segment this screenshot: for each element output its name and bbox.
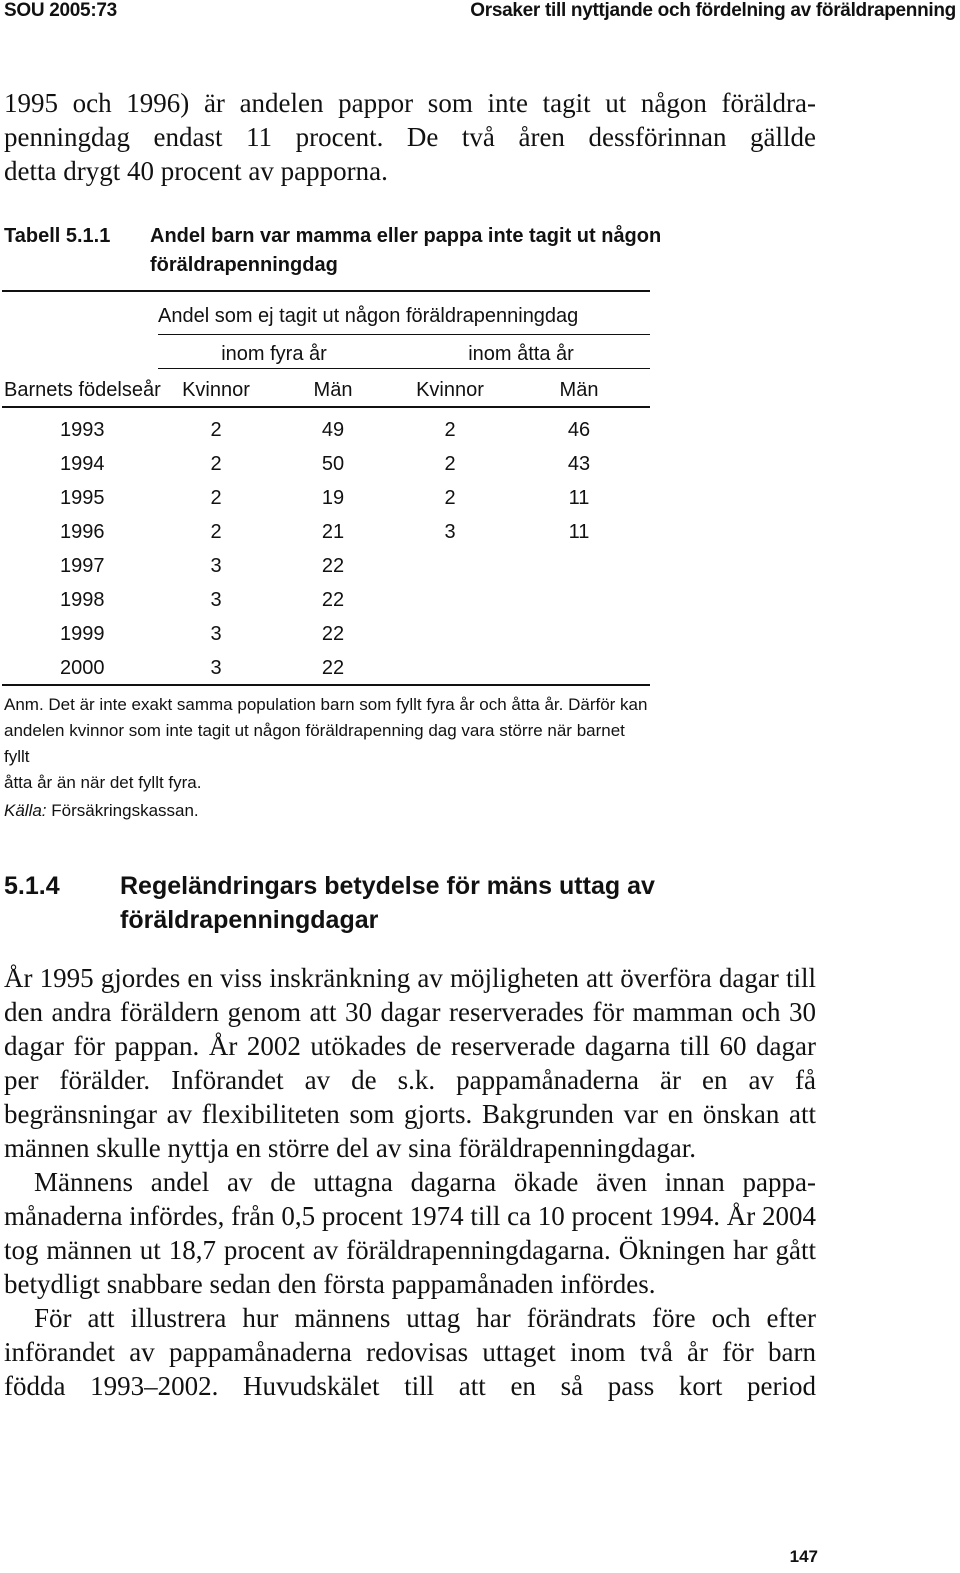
table-source — [4, 798, 654, 824]
source-text: Försäkringskassan. — [51, 801, 199, 820]
intro-line: detta drygt 40 procent av papporna. — [4, 156, 388, 186]
cell-birth-year: 1998 — [60, 589, 105, 611]
cell-men-4: 21 — [321, 521, 345, 543]
cell-women-4: 3 — [210, 555, 222, 577]
column-header-men-8: Män — [559, 379, 599, 401]
cell-women-4: 2 — [210, 487, 222, 509]
cell-women-8: 2 — [444, 453, 456, 475]
cell-women-4: 3 — [210, 657, 222, 679]
page-number: 147 — [789, 1547, 818, 1566]
cell-birth-year: 1996 — [60, 521, 105, 543]
cell-women-8: 3 — [444, 521, 456, 543]
table-title-line: föräldrapenningdag — [150, 254, 338, 276]
paragraph: Männens andel av de uttagna dagarna ökade även innan pappamånaderna infördes, från 0,5 procent 1974 till ca 10 procent 1994. År 2004 tog männen ut 18,7 procent av föräldrapenningdagarna. Ökningen har gått betydligt snabbare sedan den första pappamånaden infördes. — [4, 1167, 817, 1299]
table-label: Tabell 5.1.1 — [4, 225, 111, 247]
intro-line: penningdag endast 11 procent. De två åren dessförinnan gällde — [4, 122, 816, 152]
paragraph: För att illustrera hur männens uttag har förändrats före och efter införandet av pappamånaderna redovisas uttaget inom två år för barn födda 1993–2002. Huvudskälet till att en så pass kort period — [4, 1303, 816, 1401]
cell-men-4: 22 — [321, 555, 345, 577]
column-header-women-4: Kvinnor — [182, 379, 250, 401]
table-note-line: Anm. Det är inte exakt samma population barn som fyllt fyra år och åtta år. Därför kan — [4, 695, 648, 714]
cell-men-8: 11 — [568, 521, 590, 543]
cell-birth-year: 2000 — [60, 657, 105, 679]
subheader-four-years: inom fyra år — [221, 343, 327, 365]
column-header-men-4: Män — [313, 379, 353, 401]
subheader-eight-years: inom åtta år — [468, 343, 574, 365]
table-note-line: åtta år än när det fyllt fyra. — [4, 773, 202, 792]
table-title-line: Andel barn var mamma eller pappa inte tagit ut någon — [150, 225, 662, 247]
paragraph: År 1995 gjordes en viss inskränkning av möjligheten att överföra dagar till den andra föräldern genom att 30 dagar reserverades för mamman och 30 dagar för pappan. År 2002 utökades de reserverade dagarna till 60 dagar per förälder. Införandet av de s.k. pappamånaderna är en av få begränsningar av flexibiliteten som gjorts. Bakgrunden var en önskan att männen skulle nyttja en större del av sina föräldrapenningdagar. — [4, 963, 816, 1163]
section-number: 5.1.4 — [4, 872, 60, 900]
cell-women-4: 2 — [210, 419, 222, 441]
cell-birth-year: 1994 — [60, 453, 105, 475]
table-note-line: andelen kvinnor som inte tagit ut någon föräldrapenning dag vara större när barnet fyllt — [4, 721, 625, 766]
cell-men-4: 22 — [321, 623, 345, 645]
group-header-rule — [158, 334, 650, 335]
cell-women-8: 2 — [444, 419, 456, 441]
table-top-rule — [2, 290, 650, 292]
cell-men-4: 22 — [321, 657, 345, 679]
subheader-rule — [158, 368, 650, 369]
cell-men-8: 11 — [568, 487, 590, 509]
cell-women-4: 3 — [210, 623, 222, 645]
cell-men-4: 50 — [321, 453, 345, 475]
table-note — [4, 692, 654, 824]
cell-birth-year: 1995 — [60, 487, 105, 509]
cell-birth-year: 1999 — [60, 623, 105, 645]
running-header-left: SOU 2005:73 — [4, 0, 117, 21]
section-title-line: föräldrapenningdagar — [120, 906, 379, 934]
cell-men-8: 46 — [567, 419, 591, 441]
cell-men-4: 22 — [321, 589, 345, 611]
cell-men-4: 49 — [321, 419, 345, 441]
table-title — [150, 222, 670, 280]
cell-women-4: 2 — [210, 521, 222, 543]
header-bottom-rule — [2, 406, 650, 408]
cell-women-8: 2 — [444, 487, 456, 509]
cell-men-8: 43 — [567, 453, 591, 475]
body-text — [4, 961, 816, 1403]
group-header: Andel som ej tagit ut någon föräldrapenningdag — [158, 305, 579, 327]
column-header-women-8: Kvinnor — [416, 379, 484, 401]
running-header-right: Orsaker till nyttjande och fördelning av föräldrapenning — [470, 0, 956, 21]
cell-birth-year: 1997 — [60, 555, 105, 577]
section-title — [120, 869, 820, 937]
intro-paragraph — [4, 86, 816, 188]
intro-line: 1995 och 1996) är andelen pappor som inte tagit ut någon föräldra- — [4, 88, 816, 118]
source-label: Källa: — [4, 801, 47, 820]
cell-women-4: 3 — [210, 589, 222, 611]
column-header-birth-year: Barnets födelseår — [4, 379, 161, 401]
table-bottom-rule — [2, 684, 650, 686]
section-title-line: Regeländringars betydelse för mäns uttag av — [120, 872, 655, 900]
cell-men-4: 19 — [321, 487, 345, 509]
cell-women-4: 2 — [210, 453, 222, 475]
cell-birth-year: 1993 — [60, 419, 105, 441]
